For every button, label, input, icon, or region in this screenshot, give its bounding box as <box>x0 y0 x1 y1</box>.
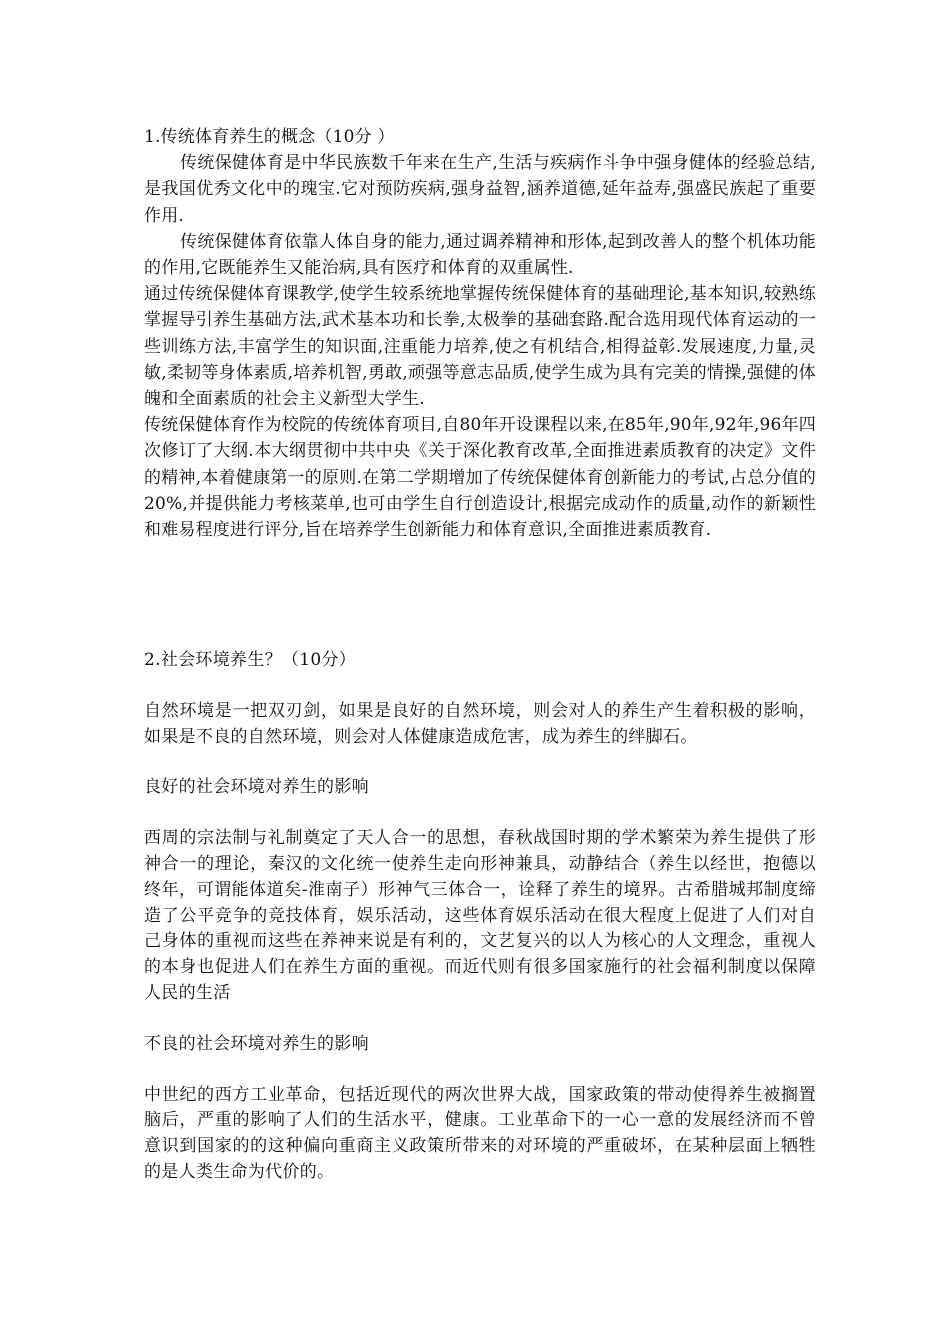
bad-environment-heading: 不良的社会环境对养生的影响 <box>144 1033 369 1054</box>
good-environment-paragraph: 西周的宗法制与礼制奠定了天人合一的思想，春秋战国时期的学术繁荣为养生提供了形神合一的理论，秦汉的文化统一使养生走向形神兼具，动静结合（养生以经世，抱德以终年，可谓能体道矣-淮南子）形神气三体合一，诠释了养生的境界。古希腊城邦制度缔造了公平竞争的竞技体育，娱乐活动，这些体育娱乐活动在很大程度上促进了人们对自己身体的重视而这些在养神来说是有利的，文艺复兴的以人为核心的人文理念，重视人的本身也促进人们在养生方面的重视。而近代则有很多国家施行的社会福利制度以保障人民的生活 <box>144 828 816 1003</box>
section-2 <box>144 648 816 1211</box>
bad-environment-paragraph: 中世纪的西方工业革命，包括近现代的两次世界大战，国家政策的带动使得养生被搁置脑后，严重的影响了人们的生活水平，健康。工业革命下的一心一意的发展经济而不曾意识到国家的的这种偏向重商主义政策所带来的对环境的严重破坏，在某种层面上牺牲的是人类生命为代价的。 <box>144 1084 816 1182</box>
section-1-paragraph: 传统保健体育依靠人体自身的能力,通过调养精神和形体,起到改善人的整个机体功能的作用,它既能养生又能治病,具有医疗和体育的双重属性. <box>144 231 816 279</box>
section-2-intro: 自然环境是一把双刃剑，如果是良好的自然环境，则会对人的养生产生着积极的影响，如果是不良的自然环境，则会对人体健康造成危害，成为养生的绊脚石。 <box>144 700 816 747</box>
good-environment-heading: 良好的社会环境对养生的影响 <box>144 777 369 798</box>
section-1-paragraph: 传统保健体育是中华民族数千年来在生产,生活与疾病作斗争中强身健体的经验总结,是我国优秀文化中的瑰宝.它对预防疾病,强身益智,涵养道德,延年益寿,强盛民族起了重要作用. <box>144 153 816 226</box>
document-body <box>144 124 816 1182</box>
section-1 <box>144 124 816 543</box>
section-1-paragraph: 通过传统保健体育课教学,使学生较系统地掌握传统保健体育的基础理论,基本知识,较熟练掌握导引养生基础方法,武术基本功和长拳,太极拳的基础套路.配合选用现代体育运动的一些训练方法,丰富学生的知识面,注重能力培养,使之有机结合,相得益彰.发展速度,力量,灵敏,柔韧等身体素质,培养机智,勇敢,顽强等意志品质,使学生成为具有完美的情操,强健的体魄和全面素质的社会主义新型大学生. <box>144 284 816 410</box>
section-2-heading: 2.社会环境养生？（10分） <box>144 650 357 670</box>
section-1-heading: 1.传统体育养生的概念（10分 ） <box>144 127 395 147</box>
section-1-paragraph: 传统保健体育作为校院的传统体育项目,自80年开设课程以来,在85年,90年,92年,96年四次修订了大纲.本大纲贯彻中共中央《关于深化教育改革,全面推进素质教育的决定》文件的精神,本着健康第一的原则.在第二学期增加了传统保健体育创新能力的考试,占总分值的20%,并提供能力考核菜单,也可由学生自行创造设计,根据完成动作的质量,动作的新颖性和难易程度进行评分,旨在培养学生创新能力和体育意识,全面推进素质教育. <box>144 415 816 541</box>
